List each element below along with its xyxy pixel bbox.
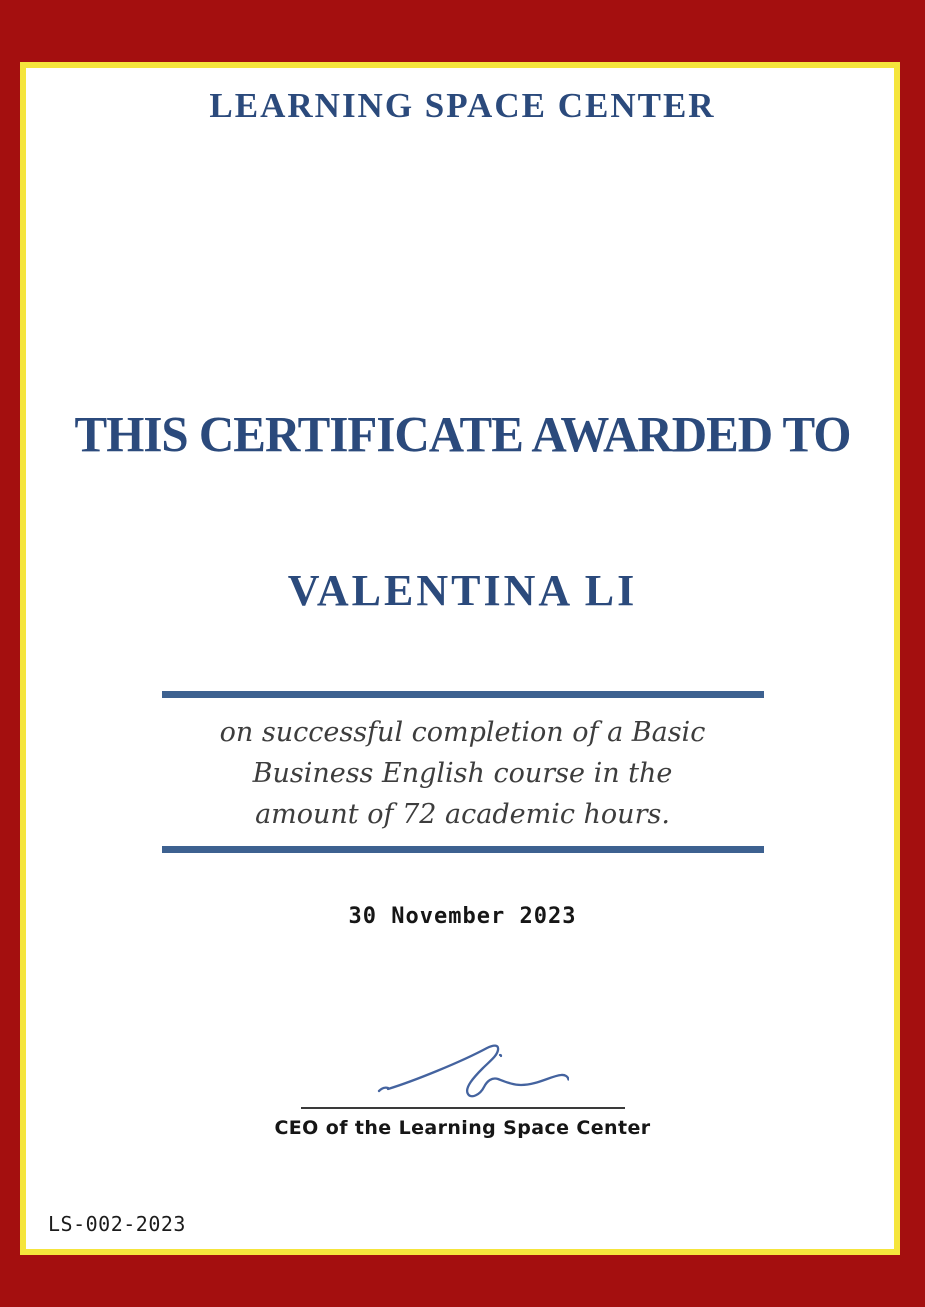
certificate-title: THIS CERTIFICATE AWARDED TO — [74, 405, 851, 464]
certificate-body — [0, 712, 925, 835]
issue-date: 30 November 2023 — [348, 904, 577, 929]
signer-title: CEO of the Learning Space Center — [274, 1117, 651, 1139]
serial-number: LS-002-2023 — [48, 1212, 186, 1236]
body-line-3: amount of 72 academic hours. — [255, 799, 670, 830]
body-line-1: on successful completion of a Basic — [219, 717, 706, 748]
signature-image — [369, 1032, 569, 1108]
signature-line — [301, 1107, 625, 1109]
organization-name: LEARNING SPACE CENTER — [209, 86, 716, 125]
body-line-2: Business English course in the — [252, 758, 673, 789]
divider-bottom — [162, 846, 764, 853]
divider-top — [162, 691, 764, 698]
recipient-name: VALENTINA LI — [287, 566, 638, 615]
